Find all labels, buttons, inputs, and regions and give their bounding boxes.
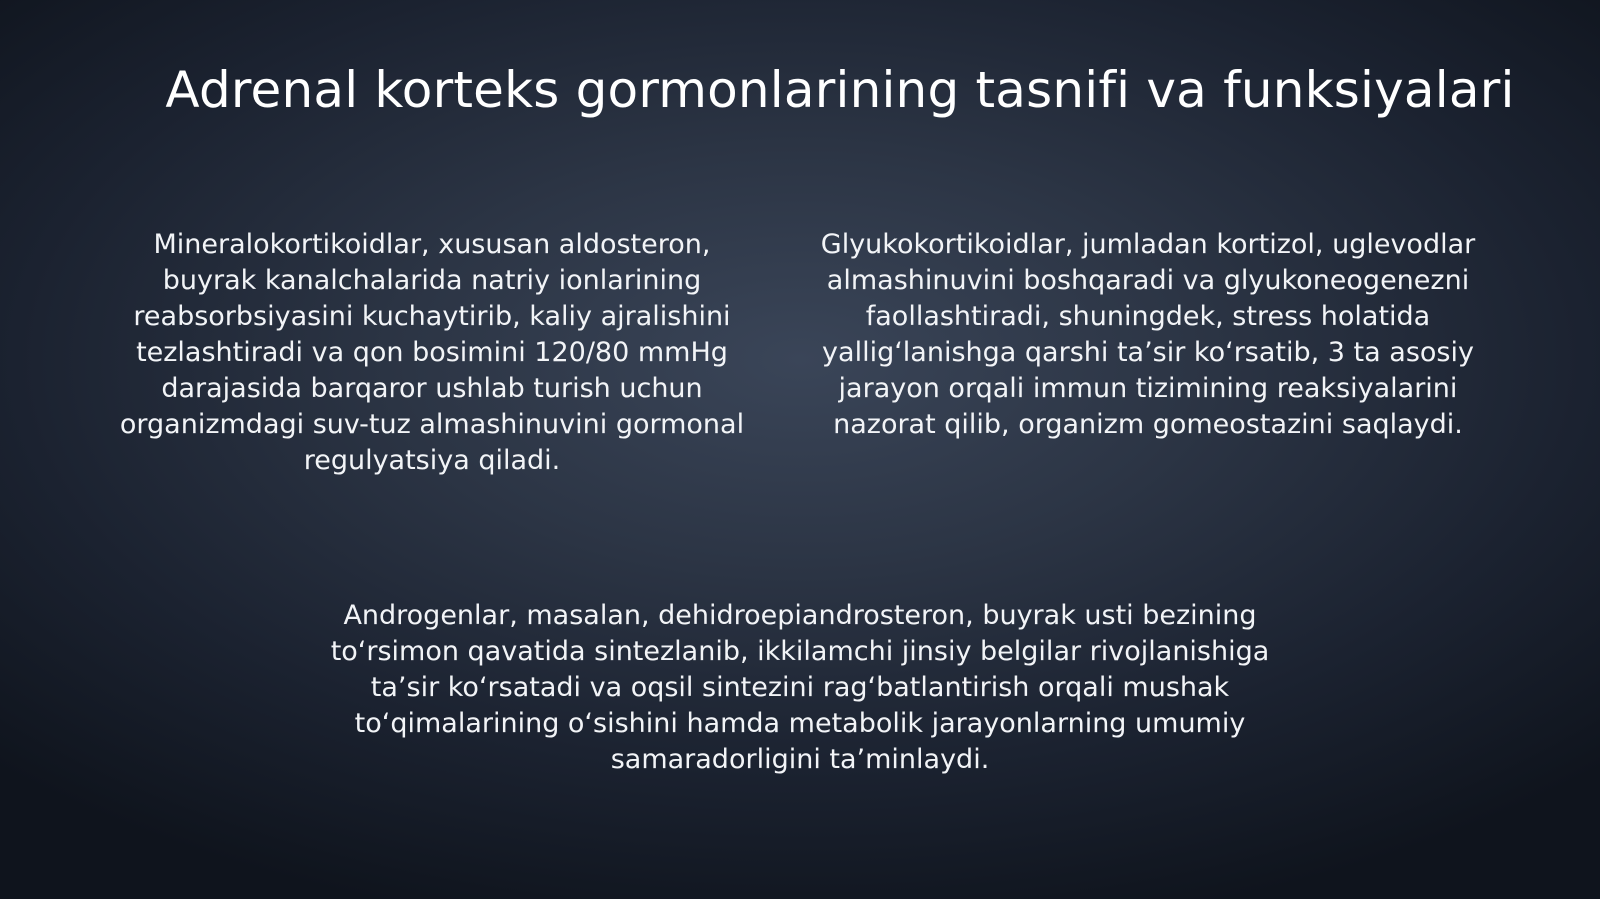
slide-title: Adrenal korteks gormonlarining tasnifi va funksiyalari [165,61,1515,119]
glucocorticoids-paragraph: Glyukokortikoidlar, jumladan kortizol, uglevodlar almashinuvini boshqaradi va glyukoneogenezni faollashtiradi, shuningdek, stress holatida yallig‘lanishga qarshi ta’sir ko‘rsatib, 3 ta asosiy jarayon orqali immun tizimining reaksiyalarini nazorat qilib, organizm gomeostazini saqlaydi. [820,229,1476,440]
mineralocorticoids-paragraph: Mineralokortikoidlar, xususan aldosteron, buyrak kanalchalarida natriy ionlarining reabsorbsiyasini kuchaytirib, kaliy ajralishini tezlashtiradi va qon bosimini 120/80 mmHg darajasida barqaror ushlab turish uchun organizmdagi suv-tuz almashinuvini gormonal regulyatsiya qiladi. [119,229,745,476]
androgens-paragraph: Androgenlar, masalan, dehidroepiandrosteron, buyrak usti bezining to‘rsimon qavatida sintezlanib, ikkilamchi jinsiy belgilar rivojlanishiga ta’sir ko‘rsatadi va oqsil sintezini rag‘batlantirish orqali mushak to‘qimalarining o‘sishini hamda metabolik jarayonlarning umumiy samaradorligini ta’minlaydi. [330,600,1270,775]
